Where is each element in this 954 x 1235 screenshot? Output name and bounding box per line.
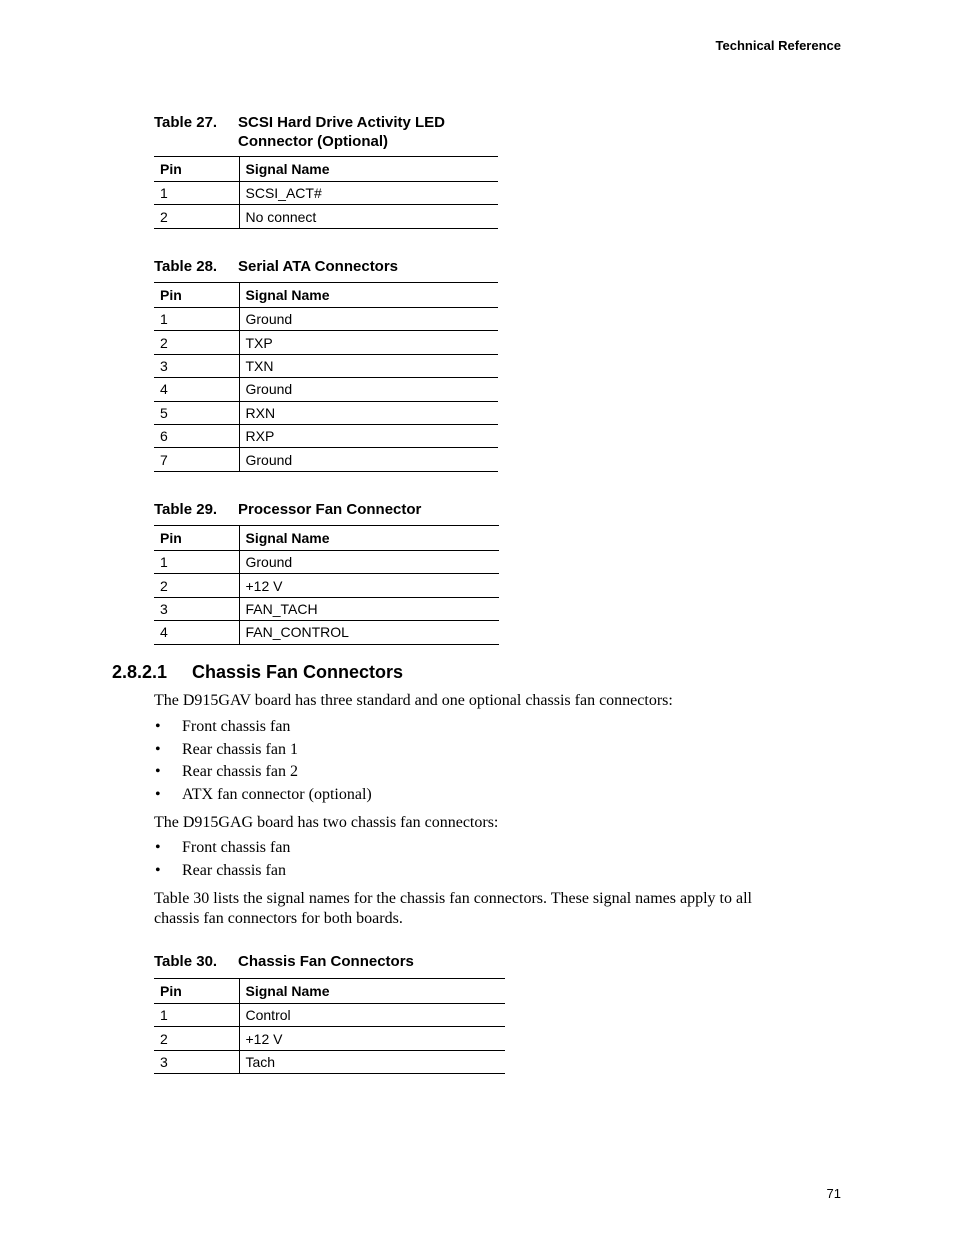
col-pin-header: Pin [154, 157, 239, 182]
list-item: • Rear chassis fan 1 [155, 740, 298, 758]
table-number: Table 27. [154, 114, 218, 131]
table-row: 4 Ground [154, 378, 498, 401]
table-29-caption [154, 500, 421, 519]
table-30 [154, 978, 505, 1074]
gav-fan-list [154, 716, 372, 806]
table-row: 1 Control [154, 1004, 505, 1027]
summary-paragraph: Table 30 lists the signal names for the chassis fan connectors. These signal names apply to all chassis fan connectors for both boards. [154, 890, 752, 927]
table-row: 6 RXP [154, 424, 498, 447]
col-signal-header: Signal Name [239, 526, 499, 551]
list-item: • Rear chassis fan 2 [155, 763, 298, 780]
table-row: 3 Tach [154, 1050, 505, 1073]
table-27 [154, 156, 498, 229]
list-item: • Front chassis fan [155, 839, 291, 856]
col-pin-header: Pin [154, 283, 239, 308]
table-row: 2 +12 V [154, 1027, 505, 1050]
col-signal-header: Signal Name [239, 157, 498, 182]
intro-paragraph-gav: The D915GAV board has three standard and one optional chassis fan connectors: [154, 692, 673, 709]
intro-paragraph-gag: The D915GAG board has two chassis fan connectors: [154, 814, 499, 831]
table-row: 2 +12 V [154, 574, 499, 597]
col-signal-header: Signal Name [239, 283, 498, 308]
table-29 [154, 525, 499, 645]
table-row: 3 TXN [154, 354, 498, 377]
section-heading [112, 662, 403, 683]
table-title: Processor Fan Connector [238, 501, 422, 518]
page-number: 71 [826, 1186, 841, 1201]
table-row: 2 TXP [154, 331, 498, 354]
gag-fan-list [154, 837, 290, 882]
table-28-caption [154, 257, 398, 276]
table-header-row [154, 283, 498, 308]
section-number: 2.8.2.1 [112, 662, 168, 682]
table-row: 5 RXN [154, 401, 498, 424]
section-title: Chassis Fan Connectors [192, 662, 404, 682]
table-row: 1 SCSI_ACT# [154, 182, 498, 205]
col-pin-header: Pin [154, 526, 239, 551]
list-item: • Front chassis fan [155, 718, 291, 735]
table-row: 2 No connect [154, 205, 498, 228]
table-number: Table 28. [154, 258, 218, 275]
col-pin-header: Pin [154, 979, 239, 1004]
list-item: • ATX fan connector (optional) [155, 785, 372, 803]
col-signal-header: Signal Name [239, 979, 505, 1004]
table-28 [154, 282, 498, 472]
table-row: 4 FAN_CONTROL [154, 621, 499, 644]
table-row: 1 Ground [154, 551, 499, 574]
table-title: Chassis Fan Connectors [238, 953, 414, 970]
table-row: 1 Ground [154, 308, 498, 331]
running-header: Technical Reference [715, 38, 841, 53]
table-number: Table 30. [154, 953, 218, 970]
table-header-row [154, 979, 505, 1004]
list-item: • Rear chassis fan [155, 861, 286, 879]
table-header-row [154, 157, 498, 182]
table-30-caption [154, 952, 414, 971]
table-27-caption [154, 113, 445, 151]
table-title: SCSI Hard Drive Activity LED Connector (Optional) [238, 114, 446, 150]
table-header-row [154, 526, 499, 551]
table-number: Table 29. [154, 501, 218, 518]
table-row: 3 FAN_TACH [154, 597, 499, 620]
table-title: Serial ATA Connectors [238, 258, 399, 275]
table-row: 7 Ground [154, 448, 498, 471]
